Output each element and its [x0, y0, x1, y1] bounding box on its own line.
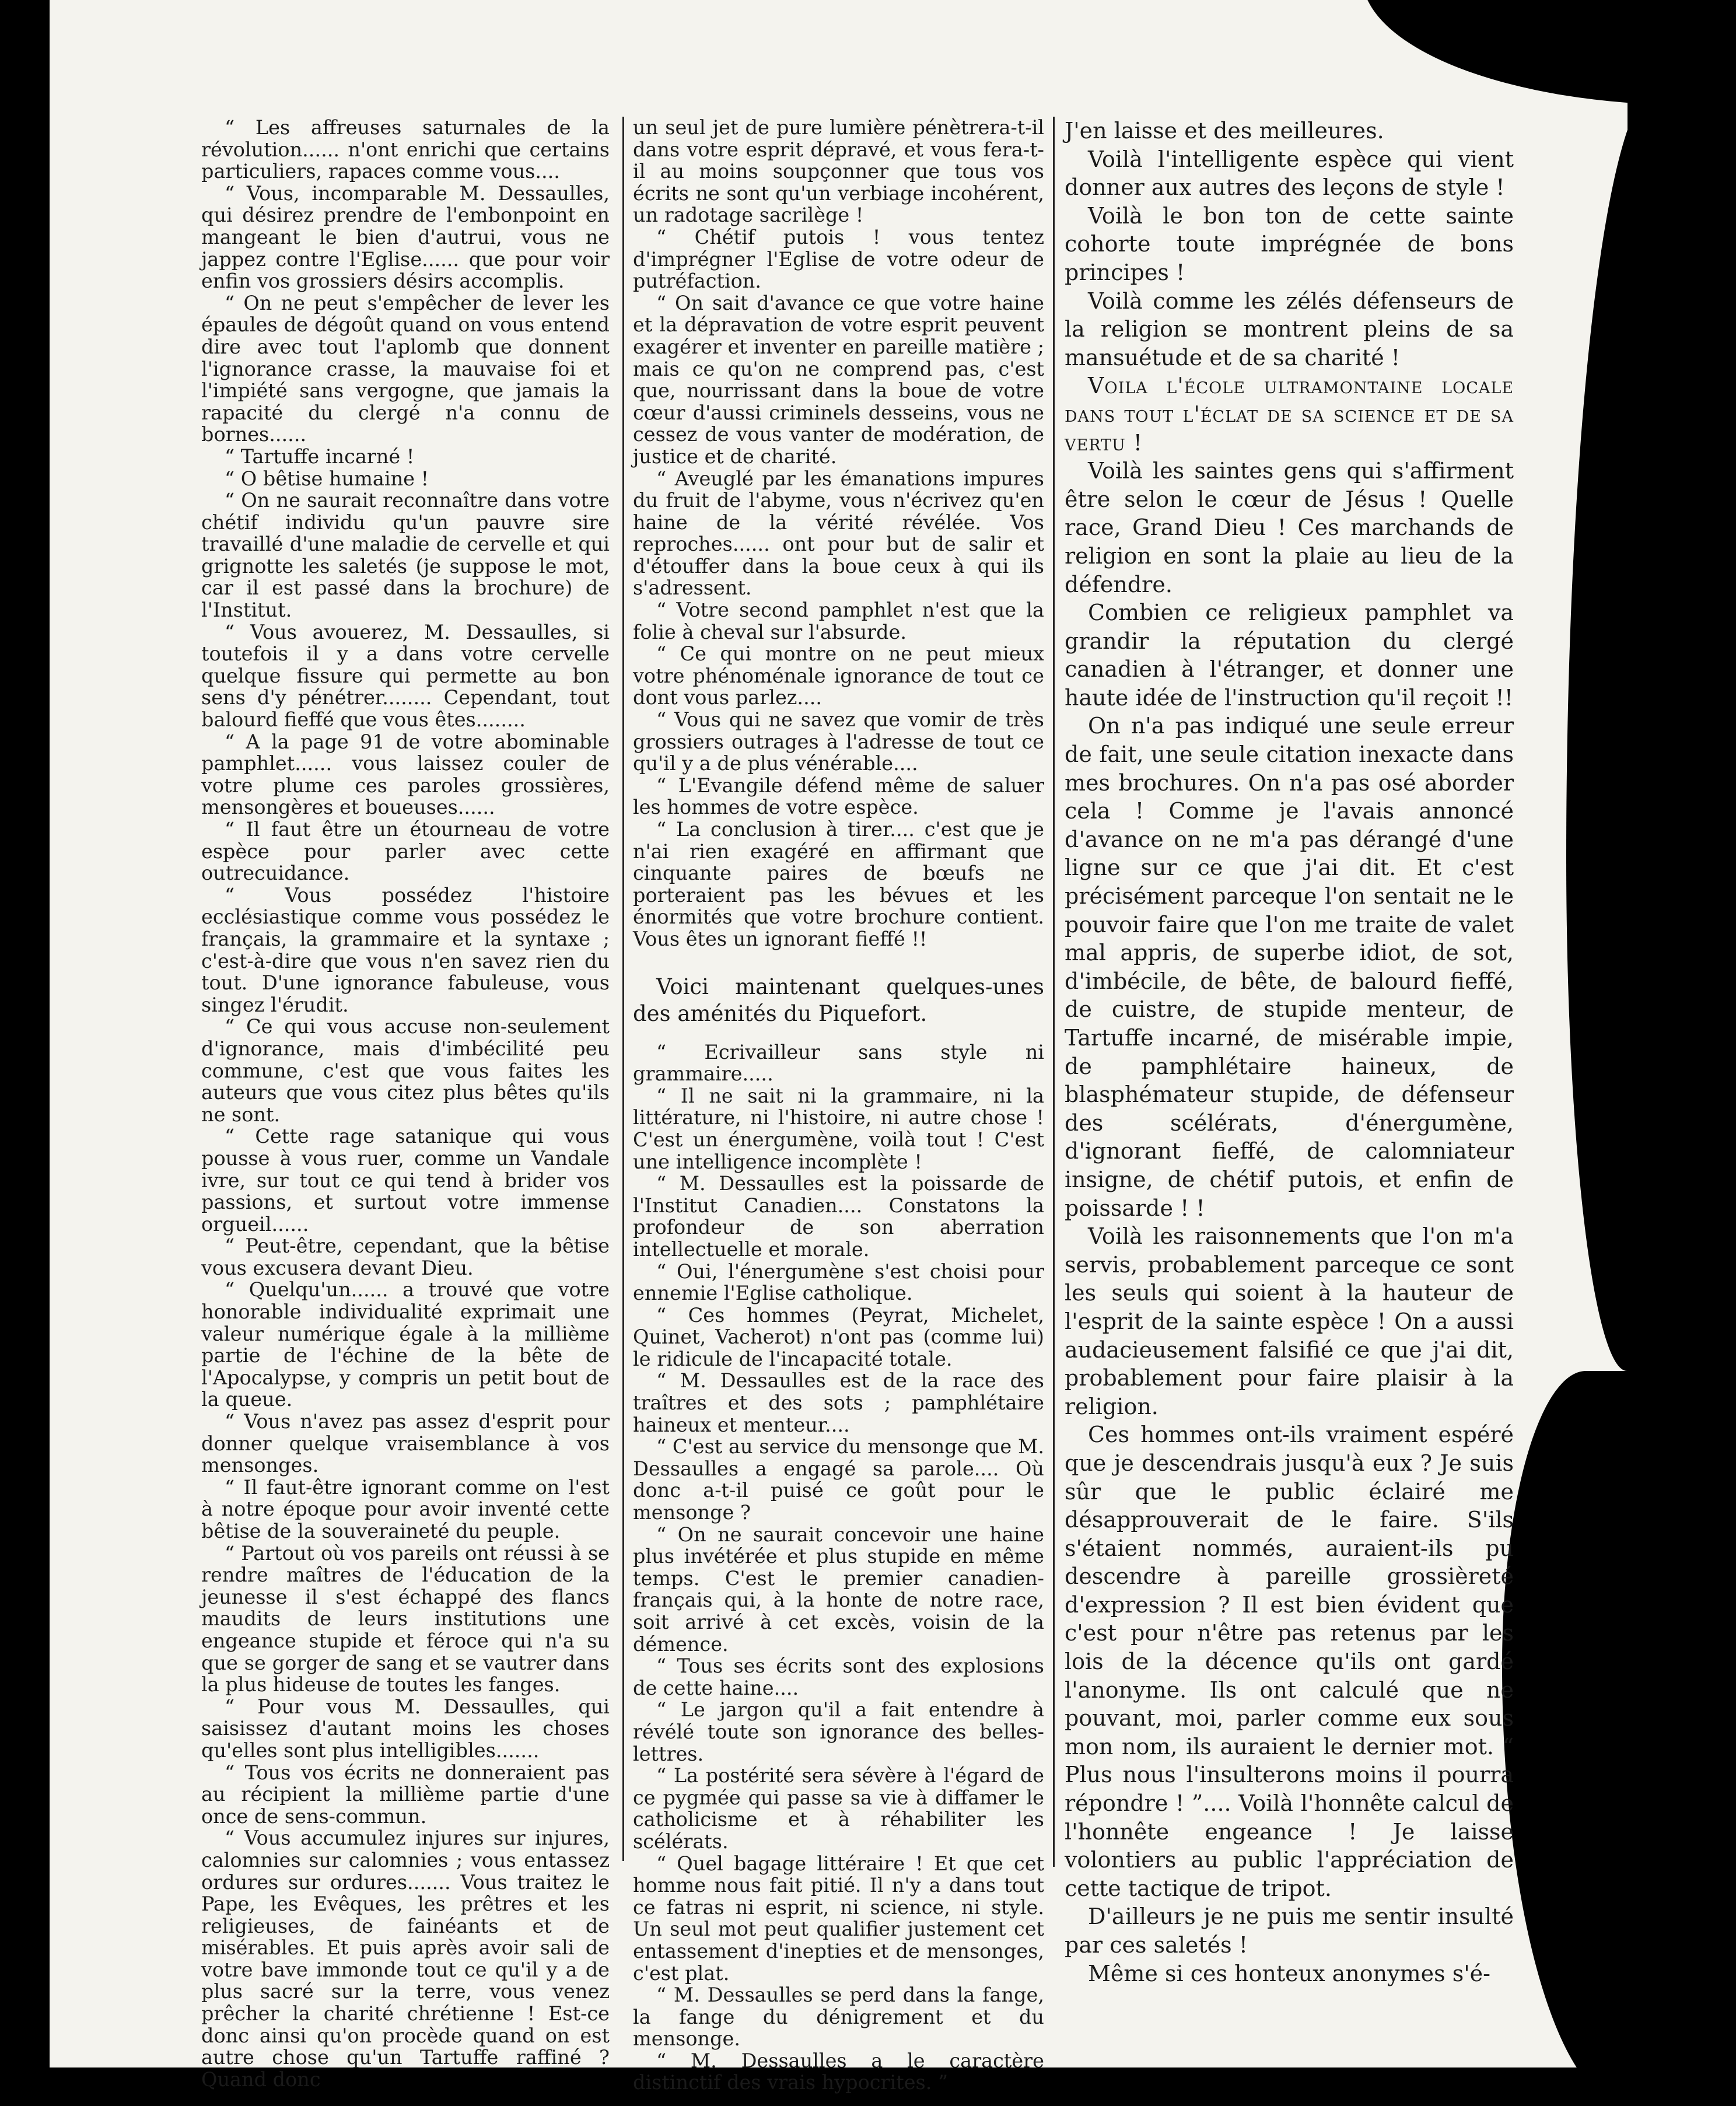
paragraph: “ M. Dessaulles se perd dans la fange, la fange du dénigrement et du mensonge.: [633, 1983, 1044, 2051]
paragraph: Voila l'école ultramontaine locale dans tout l'éclat de sa science et de sa vertu !: [1065, 373, 1514, 456]
paragraph: “ A la page 91 de votre abominable pamphlet...... vous laissez couler de votre plume ces paroles grossières, mensongères et boueuses......: [201, 730, 610, 819]
paragraph: “ Chétif putois ! vous tentez d'imprégner l'Eglise de votre odeur de putréfaction.: [633, 225, 1044, 293]
paragraph: “ M. Dessaulles a le caractère distinctif des vrais hypocrites. ”: [633, 2049, 1044, 2094]
paragraph: “ Vous n'avez pas assez d'esprit pour donner quelque vraisemblance à vos mensonges.: [201, 1410, 610, 1477]
torn-edge-top: [1362, 0, 1689, 105]
column-1: [201, 117, 610, 2090]
paragraph: “ Oui, l'énergumène s'est choisi pour ennemie l'Eglise catholique.: [633, 1260, 1044, 1305]
paragraph: “ On ne saurait reconnaître dans votre chétif individu qu'un pauvre sire travaillé d'une maladie de cervelle et qui grignotte les saletés (je suppose le mot, car il est passé dans la brochure) de l'Institut.: [201, 489, 610, 622]
paragraph: Même si ces honteux anonymes s'é-: [1088, 1960, 1490, 1986]
column-divider: [1053, 117, 1055, 1867]
paragraph: “ Aveuglé par les émanations impures du fruit de l'abyme, vous n'écrivez qu'en haine de la vérité révélée. Vos reproches...... ont pour but de salir et d'étouffer dans la boue ceux à qui ils s'adressent.: [633, 467, 1044, 600]
paragraph: “ Tous ses écrits sont des explosions de cette haine....: [633, 1654, 1044, 1699]
paragraph: Ces hommes ont-ils vraiment espéré que je descendrais jusqu'à eux ? Je suis sûr que le public éclairé me désapprouverait de le faire. S'ils s'étaient nommés, auraient-ils pu descendre à pareille grossièreté d'expression ? Il est bien évident que c'est pour n'être pas retenus par les lois de la décence qu'ils ont gardé l'anonyme. Ils ont calculé que ne pouvant, moi, parler comme eux sous mon nom, ils auraient le dernier mot. “ Plus nous l'insulterons moins il pourra répondre ! ”.... Voilà l'honnête calcul de l'honnête engeance ! Je laisse volontiers au public l'appréciation de cette tactique de tripot.: [1065, 1422, 1514, 1901]
paragraph: “ Ce qui montre on ne peut mieux votre phénoménale ignorance de tout ce dont vous parlez....: [633, 642, 1044, 709]
paragraph: “ Votre second pamphlet n'est que la folie à cheval sur l'absurde.: [633, 599, 1044, 643]
newspaper-page: [50, 0, 1628, 2094]
paragraph: “ Pour vous M. Dessaulles, qui saisissez d'autant moins les choses qu'elles sont plus intelligibles.......: [201, 1695, 610, 1762]
section-heading: Voici maintenant quelques-unes des aménités du Piquefort.: [633, 974, 1044, 1026]
torn-edge-middle: [1566, 88, 1718, 1371]
paragraph: “ M. Dessaulles est de la race des traîtres et des sots ; pamphlétaire haineux et menteur....: [633, 1369, 1044, 1436]
paragraph: “ Cette rage satanique qui vous pousse à vous ruer, comme un Vandale ivre, sur tout ce qui tend à brider vos passions, et surtout votre immense orgueil......: [201, 1125, 610, 1236]
paragraph: “ Il ne sait ni la grammaire, ni la littérature, ni l'histoire, ni autre chose ! C'est un énergumène, voilà tout ! C'est une intelligence incomplète !: [633, 1084, 1044, 1173]
column-3: [1065, 117, 1514, 1988]
paragraph: “ C'est au service du mensonge que M. Dessaulles a engagé sa parole.... Où donc a-t-il puisé ce goût pour le mensonge ?: [633, 1435, 1044, 1524]
paragraph: “ La conclusion à tirer.... c'est que je n'ai rien exagéré en affirmant que cinquante paires de bœufs ne porteraient pas les bévues et les énormités que votre brochure contient. Vous êtes un ignorant fieffé !!: [633, 818, 1044, 950]
paragraph: “ Il faut être un étourneau de votre espèce pour parler avec cette outrecuidance.: [201, 818, 610, 885]
paragraph: “ Partout où vos pareils ont réussi à se rendre maîtres de l'éducation de la jeunesse il s'est échappé des flancs maudits de leurs institutions une engeance stupide et féroce qui n'a su que se gorger de sang et se vautrer dans la plus hideuse de toutes les fanges.: [201, 1541, 610, 1696]
paragraph: J'en laisse et des meilleures.: [1065, 118, 1384, 144]
paragraph: On n'a pas indiqué une seule erreur de fait, une seule citation inexacte dans mes brochures. On n'a pas osé aborder cela ! Comme je l'avais annoncé d'avance on ne m'a pas dérangé d'une ligne sur ce que j'ai dit. Et c'est précisément parceque l'on sentait ne le pouvoir faire que l'on me traite de valet mal appris, de superbe idiot, de sot, d'imbécile, de bête, de balourd fieffé, de cuistre, de stupide menteur, de Tartuffe incarné, de misérable impie, de pamphlétaire haineux, de blasphémateur stupide, de défenseur des scélérats, d'énergumène, d'ignorant fieffé, de calomniateur insigne, de chétif putois, et enfin de poissarde ! !: [1065, 713, 1514, 1221]
column-divider: [622, 117, 624, 1861]
paragraph: “ La postérité sera sévère à l'égard de ce pygmée qui passe sa vie à diffamer le catholicisme et à réhabiliter les scélérats.: [633, 1764, 1044, 1853]
paragraph: Voilà les raisonnements que l'on m'a servis, probablement parceque ce sont les seuls qui soient à la hauteur de l'esprit de la sainte espèce ! On a aussi audacieusement falsifié ce que j'ai dit, probablement pour faire plaisir à la religion.: [1065, 1223, 1514, 1419]
paragraph: “ Le jargon qu'il a fait entendre à révélé toute son ignorance des belles-lettres.: [633, 1698, 1044, 1765]
paragraph: “ On ne peut s'empêcher de lever les épaules de dégoût quand on vous entend dire avec tout l'aplomb que donnent l'ignorance crasse, la mauvaise foi et l'impiété sans vergogne, que jamais la rapacité du clergé n'a connu de bornes......: [201, 291, 610, 446]
paragraph: un seul jet de pure lumière pénètrera-t-il dans votre esprit dépravé, et vous fera-t-il au moins soupçonner que tous vos écrits ne sont qu'un verbiage incohérent, un radotage sacrilège !: [633, 116, 1044, 227]
paragraph: “ Il faut-être ignorant comme on l'est à notre époque pour avoir inventé cette bêtise de la souveraineté du peuple.: [201, 1475, 610, 1542]
paragraph: “ Les affreuses saturnales de la révolution...... n'ont enrichi que certains particuliers, rapaces comme vous....: [201, 116, 610, 183]
paragraph: “ Vous accumulez injures sur injures, calomnies sur calomnies ; vous entassez ordures sur ordures....... Vous traitez le Pape, les Evêques, les prêtres et les religieuses, de fainéants et de misérables. Et puis après avoir sali de votre bave immonde tout ce qu'il y a de plus sacré sur la terre, vous venez prêcher la charité chrétienne ! Est-ce donc ainsi qu'on procède quand on est autre chose qu'un Tartuffe raffiné ? Quand donc: [201, 1827, 610, 2091]
paragraph: “ M. Dessaulles est la poissarde de l'Institut Canadien.... Constatons la profondeur de son aberration intellectuelle et morale.: [633, 1172, 1044, 1261]
paragraph: “ Vous possédez l'histoire ecclésiastique comme vous possédez le français, la grammaire et la syntaxe ; c'est-à-dire que vous n'en savez rien du tout. D'une ignorance fabuleuse, vous singez l'érudit.: [201, 883, 610, 1016]
paragraph: “ Tous vos écrits ne donneraient pas au récipient la millième partie d'une once de sens-commun.: [201, 1761, 610, 1828]
paragraph: “ O bêtise humaine !: [225, 467, 429, 490]
paragraph: “ Ecrivailleur sans style ni grammaire.....: [633, 1040, 1044, 1086]
paragraph: “ On ne saurait concevoir une haine plus invétérée et plus stupide en même temps. C'est le premier canadien-français qui, à la honte de notre race, soit arrivé à cet excès, voisin de la démence.: [633, 1523, 1044, 1656]
paragraph: Voilà le bon ton de cette sainte cohorte toute imprégnée de bons principes !: [1065, 202, 1514, 285]
paragraph: “ L'Evangile défend même de saluer les hommes de votre espèce.: [633, 774, 1044, 819]
paragraph: “ Ce qui vous accuse non-seulement d'ignorance, mais d'imbécilité peu commune, c'est que vous faites les auteurs que vous citez plus bêtes qu'ils ne sont.: [201, 1015, 610, 1126]
paragraph: “ Ces hommes (Peyrat, Michelet, Quinet, Vacherot) n'ont pas (comme lui) le ridicule de l'incapacité totale.: [633, 1303, 1044, 1370]
paragraph: “ Vous qui ne savez que vomir de très grossiers outrages à l'adresse de tout ce qu'il y a de plus vénérable....: [633, 708, 1044, 775]
paragraph: “ Vous avouerez, M. Dessaulles, si toutefois il y a dans votre cervelle quelque fissure qui permette au bon sens d'y pénétrer........ Cependant, tout balourd fieffé que vous êtes........: [201, 620, 610, 732]
paragraph: Voilà l'intelligente espèce qui vient donner aux autres des leçons de style !: [1065, 146, 1514, 201]
paragraph: Combien ce religieux pamphlet va grandir la réputation du clergé canadien à l'étranger, et donner une haute idée de l'instruction qu'il reçoit !!: [1065, 600, 1514, 711]
torn-edge-lower: [1502, 1371, 1712, 2106]
paragraph: Voilà les saintes gens qui s'affirment être selon le cœur de Jésus ! Quelle race, Grand Dieu ! Ces marchands de religion en sont la plaie au lieu de la défendre.: [1065, 458, 1514, 597]
paragraph: “ Tartuffe incarné !: [225, 445, 415, 468]
paragraph: Voilà comme les zélés défenseurs de la religion se montrent pleins de sa mansuétude et de sa charité !: [1065, 288, 1514, 370]
paragraph: “ Peut-être, cependant, que la bêtise vous excusera devant Dieu.: [201, 1234, 610, 1279]
column-2: [633, 117, 1044, 2094]
paragraph: “ Quelqu'un...... a trouvé que votre honorable individualité exprimait une valeur numérique égale à la millième partie de l'échine de la bête de l'Apocalypse, y compris un petit bout de la queue.: [201, 1278, 610, 1411]
paragraph: “ Quel bagage littéraire ! Et que cet homme nous fait pitié. Il n'y a dans tout ce fatras ni esprit, ni science, ni style. Un seul mot peut qualifier justement cet entassement d'inepties et de mensonges, c'est plat.: [633, 1852, 1044, 1985]
paragraph: “ On sait d'avance ce que votre haine et la dépravation de votre esprit peuvent exagérer et inventer en pareille matière ; mais ce qu'on ne comprend pas, c'est que, nourrissant dans la boue de votre cœur d'aussi criminels desseins, vous ne cessez de vous vanter de modération, de justice et de charité.: [633, 291, 1044, 468]
paragraph: “ Vous, incomparable M. Dessaulles, qui désirez prendre de l'embonpoint en mangeant le bien d'autrui, vous ne jappez contre l'Eglise...... que pour voir enfin vos grossiers désirs accomplis.: [201, 181, 610, 293]
paragraph: D'ailleurs je ne puis me sentir insulté par ces saletés !: [1065, 1904, 1514, 1958]
